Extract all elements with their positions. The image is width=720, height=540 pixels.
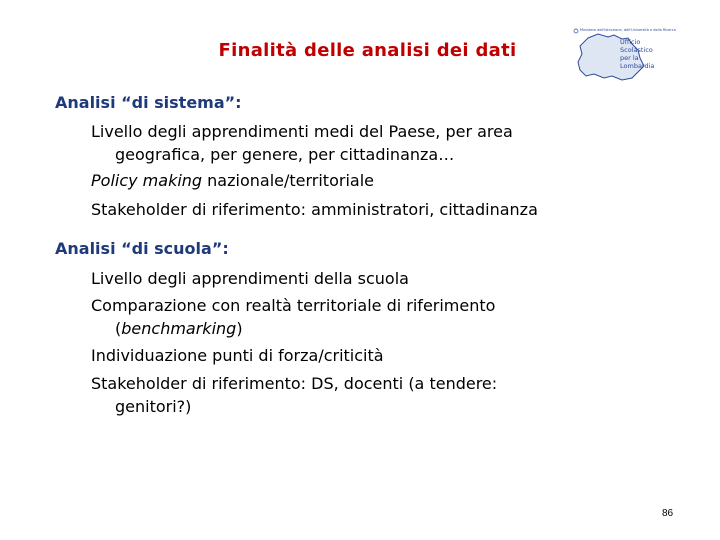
list-item: Policy making nazionale/territoriale [91,171,374,190]
list-item: Individuazione punti di forza/criticità [91,346,384,365]
list-item: Livello degli apprendimenti medi del Paese, per area geografica, per genere, per cittadinanza… [91,122,513,164]
list-item: Comparazione con realtà territoriale di riferimento (benchmarking) [91,296,496,338]
list-item: Livello degli apprendimenti della scuola [91,269,409,288]
list-item: Stakeholder di riferimento: DS, docenti (a tendere: genitori?) [91,374,498,416]
list-item: Stakeholder di riferimento: amministratori, cittadinanza [91,200,538,219]
section-heading-scuola: Analisi “di scuola”: [55,239,229,258]
logo-text: Ufficio Scolastico per la Lombardia [620,38,655,70]
slide-title: Finalità delle analisi dei dati [218,40,517,61]
section-heading-sistema: Analisi “di sistema”: [55,93,242,112]
usr-lombardia-logo [568,28,678,84]
logo-ministry-text: Ministero dell'Istruzione, dell'Università e della Ricerca [580,28,676,32]
page-number: 86 [662,508,674,519]
